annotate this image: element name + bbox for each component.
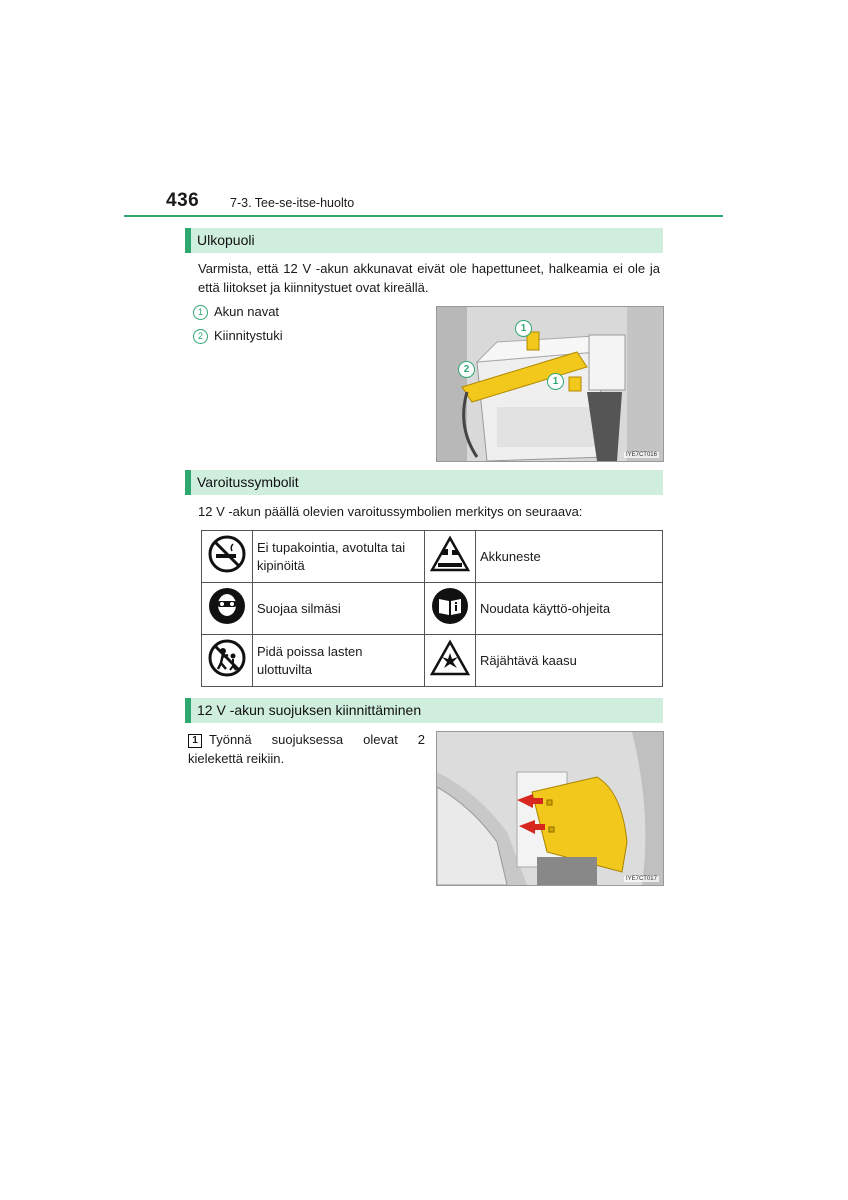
callout-bracket: 2	[458, 361, 475, 378]
section-heading-cover: 12 V -akun suojuksen kiinnittäminen	[185, 698, 663, 723]
photo-code: IYE7CT017	[625, 876, 657, 882]
legend-item-terminals	[193, 304, 279, 320]
symbol-cell	[202, 583, 253, 635]
symbol-text: Akkuneste	[476, 531, 663, 583]
step-1	[188, 730, 425, 768]
callout-terminal: 1	[547, 373, 564, 390]
symbol-cell	[425, 531, 476, 583]
no-smoking-icon	[208, 535, 246, 573]
outside-paragraph: Varmista, että 12 V -akun akkunavat eivät ole hapettuneet, halkeamia ei ole ja että liitokset ja kiinnitystuet ovat kireällä.	[198, 261, 660, 295]
table-row	[202, 583, 663, 635]
eye-protection-icon	[208, 587, 246, 625]
legend-label: Kiinnitystuki	[214, 328, 283, 343]
symbol-cell	[425, 583, 476, 635]
page-number: 436	[166, 190, 200, 211]
corrosive-icon	[430, 535, 470, 573]
keep-away-children-icon	[208, 639, 246, 677]
table-row	[202, 635, 663, 687]
step-text: Työnnä suojuksessa olevat 2 kielekettä reikiin.	[188, 732, 425, 766]
manual-icon	[431, 587, 469, 625]
callout-terminal: 1	[515, 320, 532, 337]
section-heading-warnings: Varoitussymbolit	[185, 470, 663, 495]
symbol-text: Ei tupakointia, avotulta tai kipinöitä	[253, 531, 425, 583]
symbol-cell	[202, 635, 253, 687]
legend-marker: 2	[193, 329, 208, 344]
battery-photo	[436, 306, 664, 462]
step-number: 1	[188, 734, 202, 748]
explosive-gas-icon	[430, 639, 470, 677]
header-divider	[124, 215, 723, 217]
legend-item-bracket	[193, 328, 283, 344]
photo-code: IYE7CT016	[625, 452, 657, 458]
cover-illustration	[437, 732, 663, 885]
warnings-intro: 12 V -akun päällä olevien varoitussymbolien merkitys on seuraava:	[198, 504, 583, 519]
symbol-text: Pidä poissa lasten ulottuvilta	[253, 635, 425, 687]
symbol-cell	[202, 531, 253, 583]
legend-label: Akun navat	[214, 304, 280, 319]
table-row	[202, 531, 663, 583]
cover-photo	[436, 731, 664, 886]
breadcrumb: 7-3. Tee-se-itse-huolto	[230, 196, 355, 210]
warning-symbols-table	[201, 530, 663, 687]
symbol-text: Noudata käyttö-ohjeita	[476, 583, 663, 635]
section-heading-outside: Ulkopuoli	[185, 228, 663, 253]
symbol-text: Suojaa silmäsi	[253, 583, 425, 635]
symbol-cell	[425, 635, 476, 687]
symbol-text: Räjähtävä kaasu	[476, 635, 663, 687]
legend-marker: 1	[193, 305, 208, 320]
